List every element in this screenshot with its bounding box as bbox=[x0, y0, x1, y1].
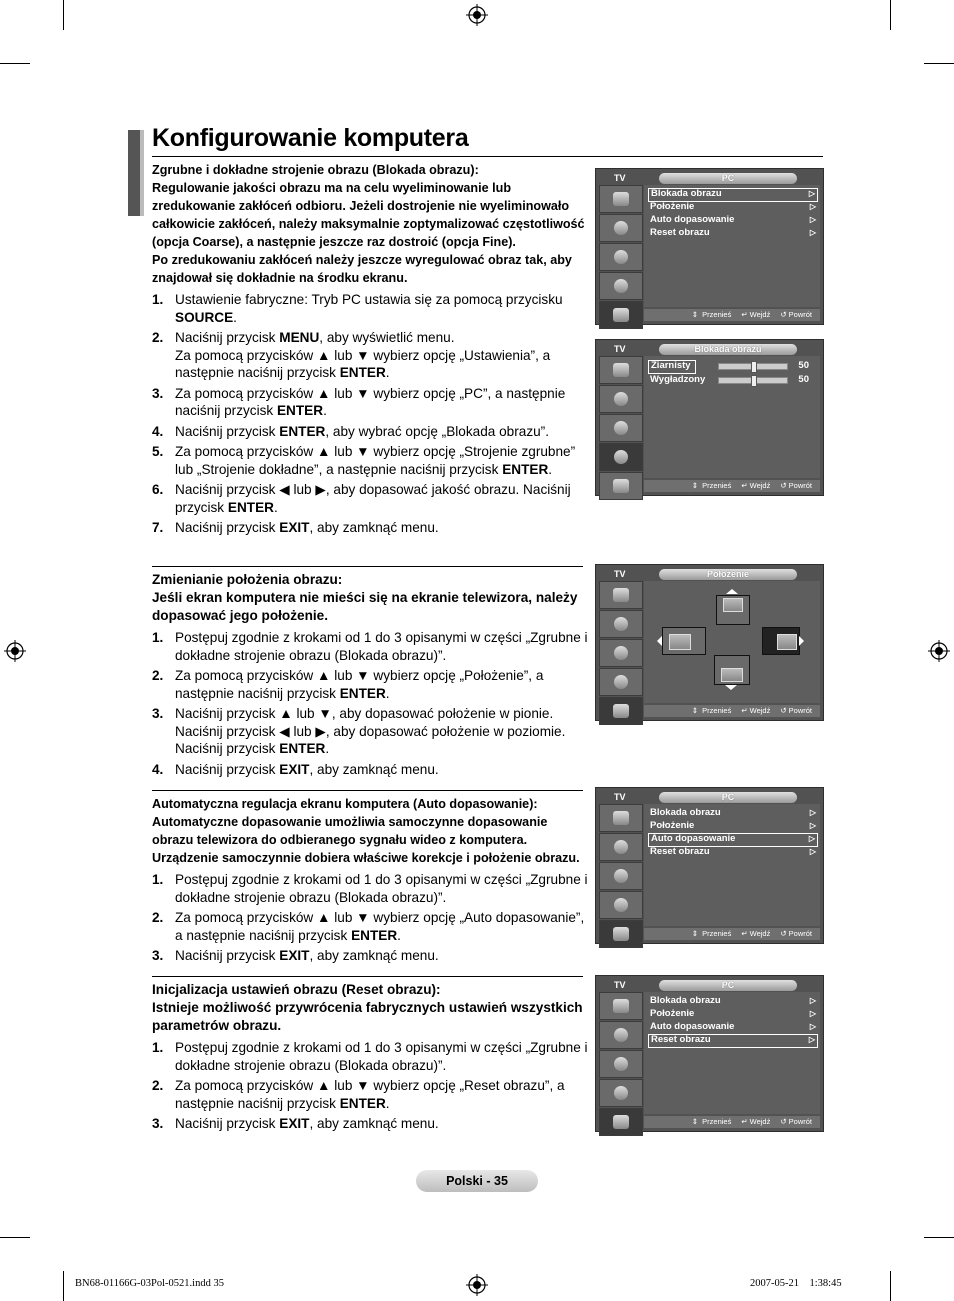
osd-menu-label: Blokada obrazu bbox=[650, 807, 721, 818]
setup-icon bbox=[599, 1079, 643, 1107]
section-position bbox=[152, 571, 588, 781]
page-number-badge: Polski - 35 bbox=[416, 1170, 538, 1192]
print-slug-left: BN68-01166G-03Pol-0521.indd 35 bbox=[75, 1278, 224, 1289]
channel-icon bbox=[599, 639, 643, 667]
footer-enter: Wejdź bbox=[749, 310, 771, 319]
osd-footer bbox=[644, 705, 820, 717]
step-text: EXIT bbox=[279, 948, 310, 963]
osd-header: PC bbox=[659, 792, 797, 803]
footer-move: Przenieś bbox=[702, 310, 732, 319]
arrow-right-icon: ▷ bbox=[809, 1009, 816, 1018]
channel-icon bbox=[599, 414, 643, 442]
step-number: 3. bbox=[152, 1116, 164, 1131]
return-icon: ↺ bbox=[780, 310, 787, 319]
setup-icon bbox=[599, 272, 643, 300]
osd-header: Blokada obrazu bbox=[659, 344, 797, 355]
osd-menu-item[interactable] bbox=[648, 1021, 818, 1033]
step-number: 7. bbox=[152, 520, 164, 535]
section-rule bbox=[152, 790, 583, 791]
step-text: Naciśnij przycisk bbox=[175, 1116, 280, 1131]
steps-list bbox=[152, 871, 588, 965]
step-text: Postępuj zgodnie z krokami od 1 do 3 opisanymi w części „Zgrubne i dokładne strojenie obrazu (Blokada obrazu)”. bbox=[175, 1040, 588, 1073]
position-box-right bbox=[762, 627, 800, 655]
section-rule bbox=[152, 976, 583, 977]
position-box-down bbox=[714, 655, 750, 685]
section-rule bbox=[152, 566, 583, 567]
step-item bbox=[152, 761, 588, 779]
title-side-bar bbox=[128, 130, 140, 216]
osd-pc-menu-reset bbox=[595, 975, 824, 1132]
footer-return: Powrót bbox=[788, 481, 812, 490]
osd-pc-menu-auto bbox=[595, 787, 824, 944]
registration-mark-icon bbox=[4, 640, 26, 662]
step-number: 3. bbox=[152, 948, 164, 963]
steps-list bbox=[152, 291, 588, 537]
section-intro: Regulowanie jakości obrazu ma na celu wyeliminowanie lub zredukowanie zakłóceń odbioru. Jeżeli dostrojenie nie wyeliminowało całkowicie zakłóceń, należy maksymalnie zoptymalizować częstotliwość (opcja Coarse), a następnie jeszcze raz dostroić (opcja Fine). bbox=[152, 181, 585, 249]
registration-mark-icon bbox=[928, 640, 950, 662]
arrow-up-icon bbox=[726, 589, 738, 594]
crop-mark bbox=[0, 1237, 30, 1238]
step-text: Za pomocą przycisków ▲ lub ▼ wybierz opcję „PC”, a następnie naciśnij przycisk bbox=[175, 385, 566, 418]
move-icon: ⇕ bbox=[691, 929, 699, 938]
osd-icon-column bbox=[599, 581, 643, 726]
osd-icon-column bbox=[599, 185, 643, 330]
footer-move: Przenieś bbox=[702, 929, 732, 938]
arrow-right-icon: ▷ bbox=[809, 1022, 816, 1031]
osd-menu-label: Reset obrazu bbox=[650, 227, 710, 238]
setup-icon bbox=[599, 891, 643, 919]
footer-move: Przenieś bbox=[702, 706, 732, 715]
footer-return: Powrót bbox=[788, 929, 812, 938]
registration-mark-icon bbox=[466, 1274, 488, 1296]
sound-icon bbox=[599, 833, 643, 861]
footer-move: Przenieś bbox=[702, 481, 732, 490]
picture-icon bbox=[599, 581, 643, 609]
arrow-right-icon: ▷ bbox=[808, 834, 815, 843]
osd-menu-label: Blokada obrazu bbox=[651, 188, 722, 199]
step-text: EXIT bbox=[279, 1116, 310, 1131]
step-text: Naciśnij przycisk bbox=[175, 423, 280, 439]
step-text: . bbox=[385, 1095, 390, 1111]
section-intro: Istnieje możliwość przywrócenia fabrycznych ustawień wszystkich parametrów obrazu. bbox=[152, 1000, 583, 1033]
arrow-right-icon: ▷ bbox=[809, 808, 816, 817]
crop-mark bbox=[63, 1271, 64, 1301]
step-text: ENTER bbox=[279, 423, 326, 439]
step-item bbox=[152, 519, 588, 537]
page-title: Konfigurowanie komputera bbox=[152, 124, 469, 152]
move-icon: ⇕ bbox=[691, 1117, 699, 1126]
tv-label: TV bbox=[614, 792, 626, 802]
step-text: . bbox=[323, 403, 327, 418]
footer-enter: Wejdź bbox=[749, 481, 771, 490]
osd-footer bbox=[644, 309, 820, 321]
step-text: . bbox=[385, 365, 390, 380]
osd-header: PC bbox=[659, 980, 797, 991]
step-text: , aby zamknąć menu. bbox=[309, 948, 439, 963]
slider-knob[interactable] bbox=[751, 361, 757, 373]
move-icon: ⇕ bbox=[691, 310, 699, 319]
section-auto-adjust bbox=[152, 795, 588, 968]
osd-menu-item[interactable] bbox=[648, 820, 818, 832]
step-text: . bbox=[548, 461, 553, 477]
section-intro: Po zredukowaniu zakłóceń należy jeszcze wyregulować obraz tak, aby znajdował się dokładnie na środku ekranu. bbox=[152, 253, 572, 285]
picture-icon bbox=[599, 185, 643, 213]
position-box-left bbox=[662, 627, 706, 655]
tv-label: TV bbox=[614, 173, 626, 183]
osd-menu-item[interactable] bbox=[648, 1034, 818, 1048]
crop-mark bbox=[0, 63, 30, 64]
osd-menu-item[interactable] bbox=[648, 807, 818, 819]
osd-icon-column bbox=[599, 356, 643, 501]
step-text: . bbox=[325, 741, 330, 756]
footer-move: Przenieś bbox=[702, 1117, 732, 1126]
section-intro: Jeśli ekran komputera nie mieści się na ekranie telewizora, należy dopasować jego położenie. bbox=[152, 590, 578, 623]
crop-mark bbox=[890, 0, 891, 30]
step-text: ENTER bbox=[339, 685, 386, 701]
step-number: 1. bbox=[152, 630, 164, 645]
step-text: Za pomocą przycisków ▲ lub ▼ wybierz opcję „Auto dopasowanie”, a następnie naciśnij przycisk bbox=[175, 910, 585, 943]
osd-slider-item[interactable] bbox=[648, 360, 696, 374]
sound-icon bbox=[599, 385, 643, 413]
step-item bbox=[152, 443, 588, 478]
osd-menu-item[interactable] bbox=[648, 214, 818, 226]
osd-menu-label: Blokada obrazu bbox=[650, 995, 721, 1006]
osd-footer bbox=[644, 928, 820, 940]
input-icon bbox=[599, 1108, 643, 1136]
osd-header: Położenie bbox=[659, 569, 797, 580]
osd-icon-column bbox=[599, 992, 643, 1137]
arrow-right-icon: ▷ bbox=[809, 228, 816, 237]
enter-icon: ↵ bbox=[741, 310, 748, 319]
step-item bbox=[152, 667, 588, 702]
crop-mark bbox=[924, 1237, 954, 1238]
osd-menu-label: Auto dopasowanie bbox=[651, 833, 736, 844]
step-text: MENU bbox=[279, 330, 320, 345]
osd-footer bbox=[644, 1116, 820, 1128]
arrow-right-icon: ▷ bbox=[808, 189, 815, 198]
step-text: , aby zamknąć menu. bbox=[309, 1116, 439, 1131]
step-text: ENTER bbox=[279, 741, 326, 756]
section-reset bbox=[152, 981, 588, 1136]
step-text: ENTER bbox=[502, 461, 549, 477]
osd-menu-item[interactable] bbox=[648, 201, 818, 213]
section-intro: Automatyczne dopasowanie umożliwia samoczynne dopasowanie obrazu telewizora do odbieranego sygnału wideo z komputera. Urządzenie samoczynnie dobiera właściwe korekcje i położenie obrazu. bbox=[152, 815, 580, 865]
arrow-right-icon: ▷ bbox=[809, 847, 816, 856]
step-number: 1. bbox=[152, 1040, 164, 1055]
tv-label: TV bbox=[614, 980, 626, 990]
section-image-lock bbox=[152, 161, 588, 540]
print-slug-right: 2007-05-21 1:38:45 bbox=[750, 1278, 842, 1289]
step-item bbox=[152, 291, 588, 326]
title-rule bbox=[152, 156, 823, 157]
step-text: Za pomocą przycisków ▲ lub ▼ wybierz opcję „Strojenie zgrubne” lub „Strojenie dokładne”, a następnie naciśnij przycisk bbox=[175, 444, 576, 477]
sound-icon bbox=[599, 1021, 643, 1049]
step-number: 2. bbox=[152, 1078, 164, 1093]
return-icon: ↺ bbox=[780, 1117, 787, 1126]
footer-enter: Wejdź bbox=[749, 929, 771, 938]
channel-icon bbox=[599, 862, 643, 890]
osd-slider-label: Ziarnisty bbox=[651, 360, 691, 371]
osd-menu-label: Położenie bbox=[650, 201, 695, 212]
step-item bbox=[152, 423, 588, 441]
footer-enter: Wejdź bbox=[749, 706, 771, 715]
step-text: Ustawienie fabryczne: Tryb PC ustawia się za pomocą przycisku bbox=[175, 292, 563, 307]
osd-menu-item[interactable] bbox=[648, 833, 818, 847]
arrow-right-icon: ▷ bbox=[808, 1035, 815, 1044]
steps-list bbox=[152, 629, 588, 778]
step-text: . bbox=[385, 685, 390, 701]
step-text: EXIT bbox=[279, 761, 310, 777]
step-text: , aby wybrać opcję „Blokada obrazu”. bbox=[325, 423, 549, 439]
step-number: 4. bbox=[152, 761, 164, 777]
step-item bbox=[152, 481, 588, 516]
step-item bbox=[152, 329, 588, 382]
sound-icon bbox=[599, 214, 643, 242]
osd-image-lock bbox=[595, 339, 824, 496]
steps-list bbox=[152, 1039, 588, 1133]
osd-menu-label: Auto dopasowanie bbox=[650, 1021, 735, 1032]
step-text: Naciśnij przycisk ▲ lub ▼, aby dopasować położenie w pionie. Naciśnij przycisk ◀ lub ▶, aby dopasować położenie w poziomie. Naciśnij przycisk bbox=[175, 706, 566, 756]
move-icon: ⇕ bbox=[691, 481, 699, 490]
arrow-right-icon bbox=[799, 636, 804, 646]
osd-slider[interactable] bbox=[718, 363, 788, 370]
step-text: . bbox=[273, 499, 278, 515]
step-text: Naciśnij przycisk bbox=[175, 761, 280, 777]
crop-mark bbox=[890, 1271, 891, 1301]
setup-icon bbox=[599, 668, 643, 696]
registration-mark-icon bbox=[466, 4, 488, 26]
step-item bbox=[152, 871, 588, 906]
step-text: ENTER bbox=[351, 927, 398, 943]
osd-slider-value: 50 bbox=[798, 374, 809, 385]
footer-return: Powrót bbox=[788, 310, 812, 319]
arrow-left-icon bbox=[657, 636, 662, 646]
step-text: Naciśnij przycisk ◀ lub ▶, aby dopasować jakość obrazu. Naciśnij przycisk bbox=[175, 482, 571, 515]
step-text: Za pomocą przycisków ▲ lub ▼ wybierz opcję „Ustawienia”, a następnie naciśnij przycisk bbox=[175, 347, 551, 380]
osd-menu-item[interactable] bbox=[648, 1008, 818, 1020]
osd-footer bbox=[644, 480, 820, 492]
picture-icon bbox=[599, 804, 643, 832]
arrow-right-icon: ▷ bbox=[809, 215, 816, 224]
return-icon: ↺ bbox=[780, 481, 787, 490]
step-number: 3. bbox=[152, 706, 164, 721]
enter-icon: ↵ bbox=[741, 706, 748, 715]
input-icon bbox=[599, 697, 643, 725]
osd-pc-menu bbox=[595, 168, 824, 325]
step-item bbox=[152, 947, 588, 965]
step-text: ENTER bbox=[227, 499, 274, 515]
osd-menu-label: Położenie bbox=[650, 1008, 695, 1019]
step-number: 2. bbox=[152, 330, 164, 345]
step-number: 1. bbox=[152, 292, 164, 307]
position-box-up bbox=[716, 595, 750, 625]
osd-menu-label: Auto dopasowanie bbox=[650, 214, 735, 225]
move-icon: ⇕ bbox=[691, 706, 699, 715]
picture-icon bbox=[599, 356, 643, 384]
osd-menu-label: Reset obrazu bbox=[651, 1034, 711, 1045]
footer-enter: Wejdź bbox=[749, 1117, 771, 1126]
picture-icon bbox=[599, 992, 643, 1020]
osd-menu-label: Położenie bbox=[650, 820, 695, 831]
step-text: ENTER bbox=[339, 365, 386, 380]
step-text: Za pomocą przycisków ▲ lub ▼ wybierz opcję „Reset obrazu”, a następnie naciśnij przycisk bbox=[175, 1078, 565, 1111]
slider-knob[interactable] bbox=[751, 375, 757, 387]
osd-menu-item[interactable] bbox=[648, 995, 818, 1007]
step-item bbox=[152, 705, 588, 758]
title-side-bar bbox=[140, 130, 144, 216]
osd-slider-label: Wygładzony bbox=[650, 374, 706, 385]
osd-header: PC bbox=[659, 173, 797, 184]
channel-icon bbox=[599, 243, 643, 271]
return-icon: ↺ bbox=[780, 929, 787, 938]
step-text: . bbox=[397, 927, 401, 943]
tv-label: TV bbox=[614, 344, 626, 354]
arrow-down-icon bbox=[725, 685, 737, 690]
step-number: 1. bbox=[152, 872, 164, 887]
crop-mark bbox=[924, 63, 954, 64]
step-text: , aby zamknąć menu. bbox=[309, 761, 439, 777]
enter-icon: ↵ bbox=[741, 1117, 748, 1126]
step-number: 4. bbox=[152, 423, 164, 439]
step-number: 3. bbox=[152, 385, 164, 401]
arrow-right-icon: ▷ bbox=[809, 996, 816, 1005]
arrow-right-icon: ▷ bbox=[809, 821, 816, 830]
step-text: Postępuj zgodnie z krokami od 1 do 3 opisanymi w części „Zgrubne i dokładne strojenie obrazu (Blokada obrazu)”. bbox=[175, 630, 588, 663]
osd-slider-item[interactable] bbox=[648, 374, 706, 386]
section-heading: Inicjalizacja ustawień obrazu (Reset obrazu): bbox=[152, 982, 441, 997]
osd-menu-label: Reset obrazu bbox=[650, 846, 710, 857]
osd-menu-item[interactable] bbox=[648, 846, 818, 858]
step-text: , aby zamknąć menu. bbox=[309, 520, 439, 535]
arrow-right-icon: ▷ bbox=[809, 202, 816, 211]
step-text: . bbox=[233, 309, 237, 325]
osd-menu-item[interactable] bbox=[648, 188, 818, 202]
step-item bbox=[152, 909, 588, 944]
enter-icon: ↵ bbox=[741, 929, 748, 938]
footer-return: Powrót bbox=[788, 1117, 812, 1126]
osd-menu-item[interactable] bbox=[648, 227, 818, 239]
osd-position bbox=[595, 564, 824, 721]
osd-slider-value: 50 bbox=[798, 360, 809, 371]
step-number: 5. bbox=[152, 444, 164, 459]
input-icon bbox=[599, 472, 643, 500]
section-heading: Zgrubne i dokładne strojenie obrazu (Blokada obrazu): bbox=[152, 163, 479, 177]
step-text: Naciśnij przycisk bbox=[175, 948, 280, 963]
step-text: EXIT bbox=[279, 520, 310, 535]
section-heading: Zmienianie położenia obrazu: bbox=[152, 572, 343, 587]
sound-icon bbox=[599, 610, 643, 638]
tv-label: TV bbox=[614, 569, 626, 579]
setup-icon bbox=[599, 443, 643, 471]
step-number: 6. bbox=[152, 482, 164, 497]
section-heading: Automatyczna regulacja ekranu komputera (Auto dopasowanie): bbox=[152, 797, 538, 811]
crop-mark bbox=[63, 0, 64, 30]
step-text: Za pomocą przycisków ▲ lub ▼ wybierz opcję „Położenie”, a następnie naciśnij przycisk bbox=[175, 668, 544, 701]
step-item bbox=[152, 1039, 588, 1074]
enter-icon: ↵ bbox=[741, 481, 748, 490]
channel-icon bbox=[599, 1050, 643, 1078]
step-text: ENTER bbox=[276, 403, 324, 418]
step-text: Naciśnij przycisk bbox=[175, 520, 280, 535]
step-text: , aby wyświetlić menu. bbox=[319, 330, 455, 345]
footer-return: Powrót bbox=[788, 706, 812, 715]
step-item bbox=[152, 629, 588, 664]
step-item bbox=[152, 385, 588, 420]
osd-slider[interactable] bbox=[718, 377, 788, 384]
return-icon: ↺ bbox=[780, 706, 787, 715]
step-text: Naciśnij przycisk bbox=[175, 330, 280, 345]
input-icon bbox=[599, 920, 643, 948]
step-item bbox=[152, 1077, 588, 1112]
osd-icon-column bbox=[599, 804, 643, 949]
step-text: Postępuj zgodnie z krokami od 1 do 3 opisanymi w części „Zgrubne i dokładne strojenie obrazu (Blokada obrazu)”. bbox=[175, 872, 588, 905]
step-number: 2. bbox=[152, 910, 164, 925]
step-item bbox=[152, 1115, 588, 1133]
input-icon bbox=[599, 301, 643, 329]
step-number: 2. bbox=[152, 668, 164, 683]
step-text: SOURCE bbox=[175, 309, 234, 325]
step-text: ENTER bbox=[339, 1095, 386, 1111]
